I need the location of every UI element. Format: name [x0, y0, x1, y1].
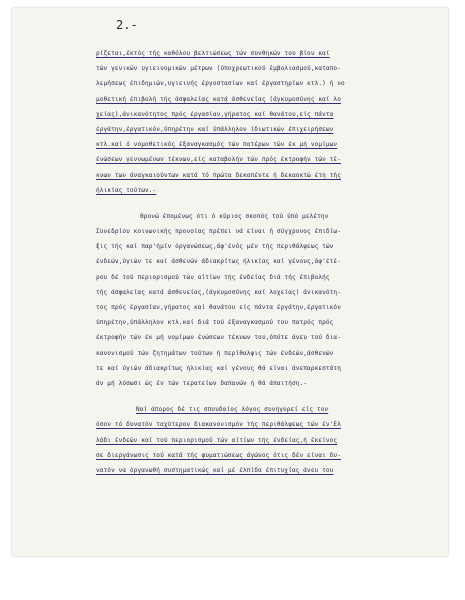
text-line-content: Θρονώ έπομένως ότι ό κύριος σκοπός τού ύπό μελέτην [140, 212, 329, 220]
text-line [96, 92, 456, 107]
text-line-content: Συνεδρίου κοινωνικής προνοίας πρέπει νά είναι ή σύγχρονος έπιδίω- [96, 228, 341, 236]
document-body [96, 46, 456, 478]
text-line-content: μοθετική έπιβολή τής άσφαλείας κατά άσθενείας (άγκυμοσύνης καί λο [96, 95, 341, 103]
text-line [96, 463, 456, 478]
text-line-content: κτλ.καί ό νομοθετικός έξαναγκασμός τών πατέρων τών έκ μή νομίμων [96, 141, 338, 149]
text-line-content: έκτροφήν τών έκ μή νομίμων ένώσεων τέκνων του,όπότε άνευ τού δια- [96, 334, 341, 342]
text-line-content: σε διεργάνωσις τού κατά τής φυματιώσεως άγώνος ότις δέν είναι δυ- [96, 451, 341, 459]
text-line [96, 285, 456, 300]
text-line-content: κνων των άναγκαιούντων κατά τό πρώτα δεκαπέντε ή δεκαοκτώ έτη τής [96, 171, 341, 179]
text-line [96, 433, 456, 448]
text-line [96, 270, 456, 285]
text-line-content: ήλικίας τούτων.- [96, 186, 157, 194]
page-number: 2.- [116, 18, 138, 32]
text-line-content: ξις τής καί παρ'ήμίν όργανώσεως,άφ'ένός μέν τής περιθάλψεως τών [96, 243, 334, 251]
text-line-content: έργάτην,έργατικόν,ύπηρέτην καί ύπάλληλον ίδιωτικών έπιχειρήσεων [96, 125, 334, 133]
text-line [96, 209, 456, 224]
paragraph-gap [96, 198, 456, 209]
text-line-content: λάδι ένδεών καί τού περιορισμού τών αίτίων τής ένδείας,ή έκείνος [96, 436, 338, 444]
text-line-content: όσον τό δυνατόν ταχύτερον διακανονισμόν τής περιθάλψεως τών έν'Ελ [96, 421, 341, 429]
text-line [96, 402, 456, 417]
text-line [96, 376, 456, 391]
text-line [96, 315, 456, 330]
text-line [96, 254, 456, 269]
text-line [96, 239, 456, 254]
paragraph-gap [96, 391, 456, 402]
text-line-content: τε καί ύγιών άδιακρίτως ήλικίας καί γένους θά είναι άνεπαρκεστάτη [96, 364, 341, 372]
text-line [96, 152, 456, 167]
text-line [96, 107, 456, 122]
text-line [96, 46, 456, 61]
text-line-content: Ναί άπορος δέ τις σπουδαίος λόγος συνηγορεί είς τον [136, 406, 329, 414]
text-line-content: ρίζεται,έκτός τής καθόλου βελτιώσεως τών συνθηκών του βίου καί [96, 50, 330, 57]
text-line-content: ένδεών,ύγιών τε καί άσθενών άδιακρίτως ήλικίας καί γένους,άφ'έτέ- [96, 258, 341, 266]
text-line [96, 137, 456, 152]
text-line [96, 168, 456, 183]
text-line [96, 224, 456, 239]
text-line [96, 417, 456, 432]
text-line [96, 76, 456, 91]
text-line-content: τών γενικών υγιεινομικών μέτρων (ύποχρεωτικού έμβολιασμού,καταπο- [96, 65, 341, 73]
text-line [96, 300, 456, 315]
text-line [96, 122, 456, 137]
text-line [96, 448, 456, 463]
text-line-content: ένώσεων γεννωμένων τέκνων,είς καταβολήν τών πρός έκτροφήν τών τέ- [96, 156, 341, 164]
text-line [96, 61, 456, 76]
text-line-content: ρου δέ τού περιορισμού τών αίτίων τής ένδείας διά τής έπιβολής [96, 273, 330, 281]
text-line-content: νατόν να όργανωθή συστηματικώς καί μέ έλπίδα έπιτυχίας άνευ του [96, 466, 334, 474]
text-line-content: τος πρός έργασίαν,γήρατος καί θανάτου είς πάντα έργάτην,έργατικόν [96, 304, 341, 311]
text-line-content: ύπηρέτην,ύπάλληλον κτλ.καί διά τού έξαναγκασμού του πατρός πρός [96, 319, 334, 327]
text-line-content: άν μή λύσωσι ώς έν τών τερατείων δαπανών ή θά άπαιτήση.- [96, 379, 308, 387]
text-line-content: κανονισμού τών ζητημάτων τούτων ή περίθαλψις τών ένδεών,άσθενών [96, 349, 334, 357]
text-line [96, 183, 456, 198]
text-line-content: λεμήσεως έπιδημιών,υγιεινής έργοστασίων καί έργαστηρίων κτλ.) ή νο [96, 80, 345, 88]
text-line-content: τής άσφαλείας κατά άσθενείας,(άγκυμοσύνης καί λοχείας) άνικανότη- [96, 288, 341, 296]
text-line [96, 330, 456, 345]
text-line [96, 361, 456, 376]
text-line-content: χείας),άνικανότητος πρός έργασίαν,γήρατος καί θανάτου,είς πάντα [96, 110, 334, 118]
text-line [96, 346, 456, 361]
document-page [12, 8, 448, 556]
